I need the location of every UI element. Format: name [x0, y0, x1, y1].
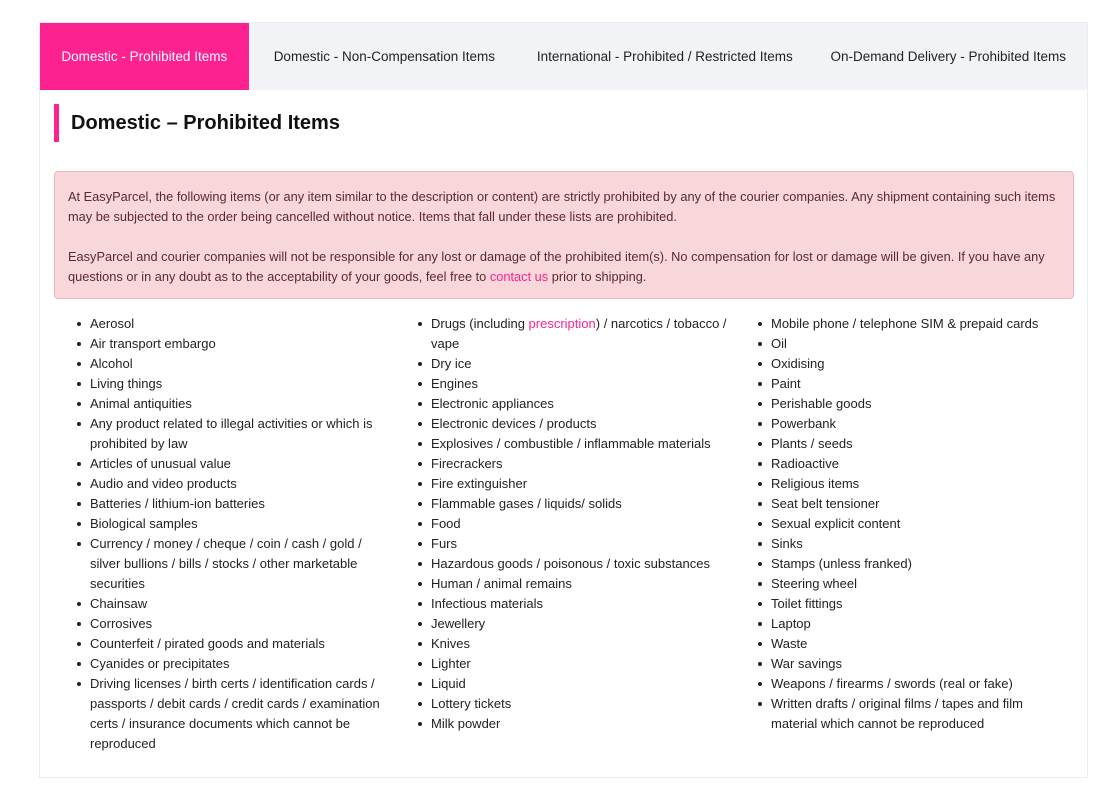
list-item: Seat belt tensioner — [771, 494, 1053, 514]
list-item: Fire extinguisher — [431, 474, 733, 494]
list-item: Plants / seeds — [771, 434, 1053, 454]
list-item: Powerbank — [771, 414, 1053, 434]
list-item: Stamps (unless franked) — [771, 554, 1053, 574]
prescription-link[interactable]: prescription — [528, 316, 596, 331]
list-item: Articles of unusual value — [90, 454, 382, 474]
list-item: Infectious materials — [431, 594, 733, 614]
tab-international-prohibited[interactable]: International - Prohibited / Restricted Items — [536, 48, 793, 64]
list-item: Alcohol — [90, 354, 382, 374]
list-item: Hazardous goods / poisonous / toxic substances — [431, 554, 733, 574]
notice-paragraph-2-end: prior to shipping. — [548, 269, 647, 284]
list-item: Batteries / lithium-ion batteries — [90, 494, 382, 514]
prohibited-items-panel — [39, 22, 1088, 778]
list-item: Food — [431, 514, 733, 534]
list-item: Paint — [771, 374, 1053, 394]
list-item: Cyanides or precipitates — [90, 654, 382, 674]
list-item: Audio and video products — [90, 474, 382, 494]
list-item: Any product related to illegal activities or which is prohibited by law — [90, 414, 382, 454]
list-item: Sexual explicit content — [771, 514, 1053, 534]
list-item: Counterfeit / pirated goods and materials — [90, 634, 382, 654]
notice-paragraph-2-text: EasyParcel and courier companies will not be responsible for any lost or damage of the prohibited item(s). No compensation for lost or damage will be given. If you have any questions or in any doubt as to the acceptability of your goods, feel free to — [68, 249, 1045, 284]
list-item: Knives — [431, 634, 733, 654]
list-item: Animal antiquities — [90, 394, 382, 414]
list-item: Sinks — [771, 534, 1053, 554]
contact-us-link[interactable]: contact us — [489, 269, 549, 284]
list-item: Lottery tickets — [431, 694, 733, 714]
list-item: Lighter — [431, 654, 733, 674]
list-item: Chainsaw — [90, 594, 382, 614]
tab-on-demand-prohibited[interactable]: On-Demand Delivery - Prohibited Items — [830, 48, 1067, 64]
tab-bar — [40, 23, 1087, 90]
list-item: Radioactive — [771, 454, 1053, 474]
list-item: Explosives / combustible / inflammable materials — [431, 434, 733, 454]
drugs-text: Drugs (including — [431, 316, 529, 331]
list-item: Electronic devices / products — [431, 414, 733, 434]
list-item: Milk powder — [431, 714, 733, 734]
list-item: Oil — [771, 334, 1053, 354]
list-item: Laptop — [771, 614, 1053, 634]
items-list-1 — [72, 314, 382, 754]
list-item: Electronic appliances — [431, 394, 733, 414]
prohibited-notice — [54, 171, 1074, 299]
list-item: Oxidising — [771, 354, 1053, 374]
items-column-1 — [72, 314, 382, 754]
items-list-3 — [753, 314, 1053, 734]
list-item: Biological samples — [90, 514, 382, 534]
list-item: War savings — [771, 654, 1053, 674]
list-item: Engines — [431, 374, 733, 394]
list-item: Flammable gases / liquids/ solids — [431, 494, 733, 514]
page-title: Domestic – Prohibited Items — [71, 111, 340, 134]
list-item: Liquid — [431, 674, 733, 694]
list-item: Human / animal remains — [431, 574, 733, 594]
list-item: Waste — [771, 634, 1053, 654]
section-heading — [54, 104, 340, 142]
notice-paragraph-2 — [68, 247, 1060, 287]
list-item: Written drafts / original films / tapes and film material which cannot be reproduced — [771, 694, 1053, 734]
items-list-2 — [413, 314, 733, 734]
list-item: Air transport embargo — [90, 334, 382, 354]
notice-paragraph-1: At EasyParcel, the following items (or any item similar to the description or content) are strictly prohibited by any of the courier companies. Any shipment containing such items may be subjected to the order being cancelled without notice. Items that fall under these lists are prohibited. — [68, 189, 1056, 224]
list-item: Corrosives — [90, 614, 382, 634]
list-item: Toilet fittings — [771, 594, 1053, 614]
list-item: Weapons / firearms / swords (real or fake) — [771, 674, 1053, 694]
list-item: Living things — [90, 374, 382, 394]
list-item: Religious items — [771, 474, 1053, 494]
list-item: Furs — [431, 534, 733, 554]
list-item: Mobile phone / telephone SIM & prepaid cards — [771, 314, 1053, 334]
list-item: Perishable goods — [771, 394, 1053, 414]
list-item: Driving licenses / birth certs / identification cards / passports / debit cards / credit cards / examination certs / insurance documents which cannot be reproduced — [90, 674, 382, 754]
list-item: Aerosol — [90, 314, 382, 334]
list-item: Steering wheel — [771, 574, 1053, 594]
list-item: Jewellery — [431, 614, 733, 634]
tab-domestic-non-compensation[interactable]: Domestic - Non-Compensation Items — [273, 48, 496, 64]
list-item: Dry ice — [431, 354, 733, 374]
items-column-3 — [753, 314, 1053, 734]
items-column-2 — [413, 314, 733, 734]
tab-domestic-prohibited[interactable]: Domestic - Prohibited Items — [40, 23, 249, 90]
list-item — [431, 314, 733, 354]
list-item: Currency / money / cheque / coin / cash / gold / silver bullions / bills / stocks / other marketable securities — [90, 534, 382, 594]
list-item: Firecrackers — [431, 454, 733, 474]
drugs-text-end: ) / narcotics / tobacco / vape — [431, 316, 727, 351]
